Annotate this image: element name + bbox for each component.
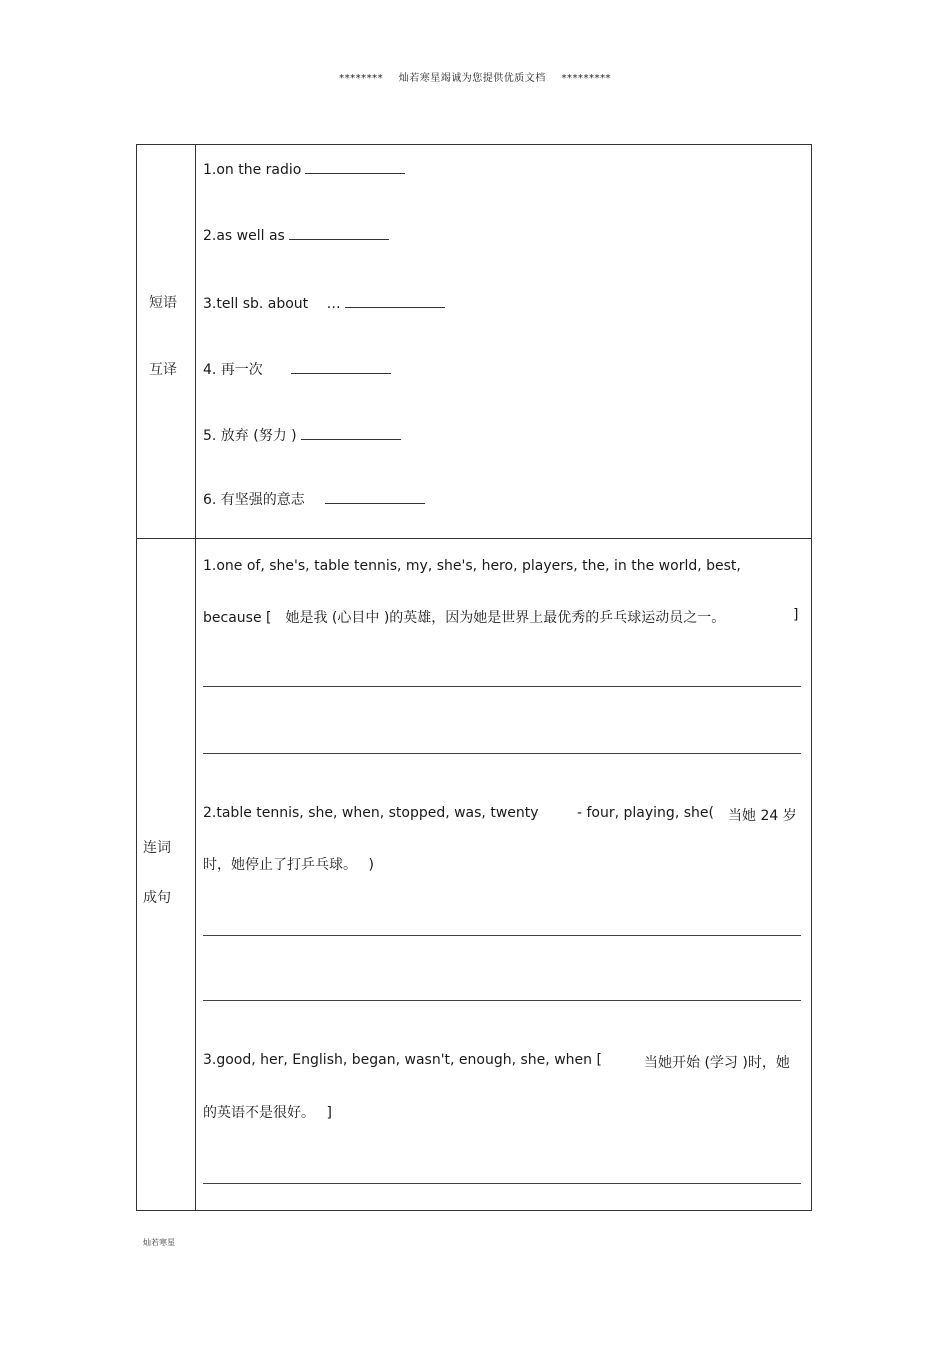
phrase-blank-4[interactable]: [291, 361, 391, 374]
phrase-item-4: [203, 359, 391, 379]
row-divider: [137, 538, 811, 539]
phrase-blank-1[interactable]: [305, 161, 405, 174]
phrase-blank-3[interactable]: [345, 295, 445, 308]
phrase-text-1: 1.on the radio: [203, 162, 302, 178]
q1-prompt-line2: because [ 她是我 (心目中 )的英雄，因为她是世界上最优秀的乒乓球运动员之一。: [203, 610, 726, 626]
phrase-text-6: 6. 有坚强的意志: [203, 492, 305, 508]
header-stars-left: ********: [339, 73, 384, 84]
page-footer: 灿若寒星: [143, 1238, 175, 1247]
phrase-blank-5[interactable]: [301, 427, 401, 440]
header-title: 灿若寒星竭诚为您提供优质文档: [398, 73, 546, 84]
phrase-item-3: [203, 293, 445, 313]
phrase-text-4: 4. 再一次: [203, 362, 263, 378]
q1-answer-line-2[interactable]: [203, 753, 801, 754]
phrase-item-6: [203, 489, 425, 509]
q2-prompt-line1-mid: - four, playing, she(: [577, 805, 714, 821]
phrase-blank-2[interactable]: [289, 227, 389, 240]
q1-answer-line-1[interactable]: [203, 686, 801, 687]
q1-bracket-close: ]: [793, 607, 799, 623]
sentences-label-line1: 连词: [143, 840, 171, 856]
page-header: [0, 69, 950, 84]
q2-prompt-line1-tail: 当她 24 岁: [728, 808, 797, 824]
header-stars-right: *********: [561, 73, 611, 84]
q2-prompt-line1: 2.table tennis, she, when, stopped, was, twenty: [203, 805, 539, 821]
phrases-label-line1: 短语: [149, 295, 177, 311]
phrase-item-5: [203, 425, 401, 445]
sentences-label-line2: 成句: [143, 890, 171, 906]
q3-prompt-line2: 的英语不是很好。 ]: [203, 1105, 332, 1121]
q2-prompt-line2: 时，她停止了打乒乓球。 ): [203, 857, 374, 873]
phrase-text-5: 5. 放弃 (努力 ): [203, 428, 297, 444]
q3-prompt-line1: 3.good, her, English, began, wasn't, enough, she, when [: [203, 1052, 602, 1068]
phrase-text-3: 3.tell sb. about …: [203, 296, 341, 312]
phrases-label-line2: 互译: [149, 362, 177, 378]
phrase-text-2: 2.as well as: [203, 228, 285, 244]
q3-answer-line-1[interactable]: [203, 1183, 801, 1184]
phrase-item-2: [203, 227, 389, 244]
q2-answer-line-1[interactable]: [203, 935, 801, 936]
q3-prompt-line1-tail: 当她开始 (学习 )时，她: [644, 1055, 790, 1071]
phrase-item-1: [203, 161, 405, 178]
exercise-table: [136, 144, 812, 1211]
column-divider: [195, 145, 196, 1210]
q1-prompt-line1: 1.one of, she's, table tennis, my, she's, hero, players, the, in the world, best,: [203, 558, 741, 574]
q2-answer-line-2[interactable]: [203, 1000, 801, 1001]
phrase-blank-6[interactable]: [325, 491, 425, 504]
